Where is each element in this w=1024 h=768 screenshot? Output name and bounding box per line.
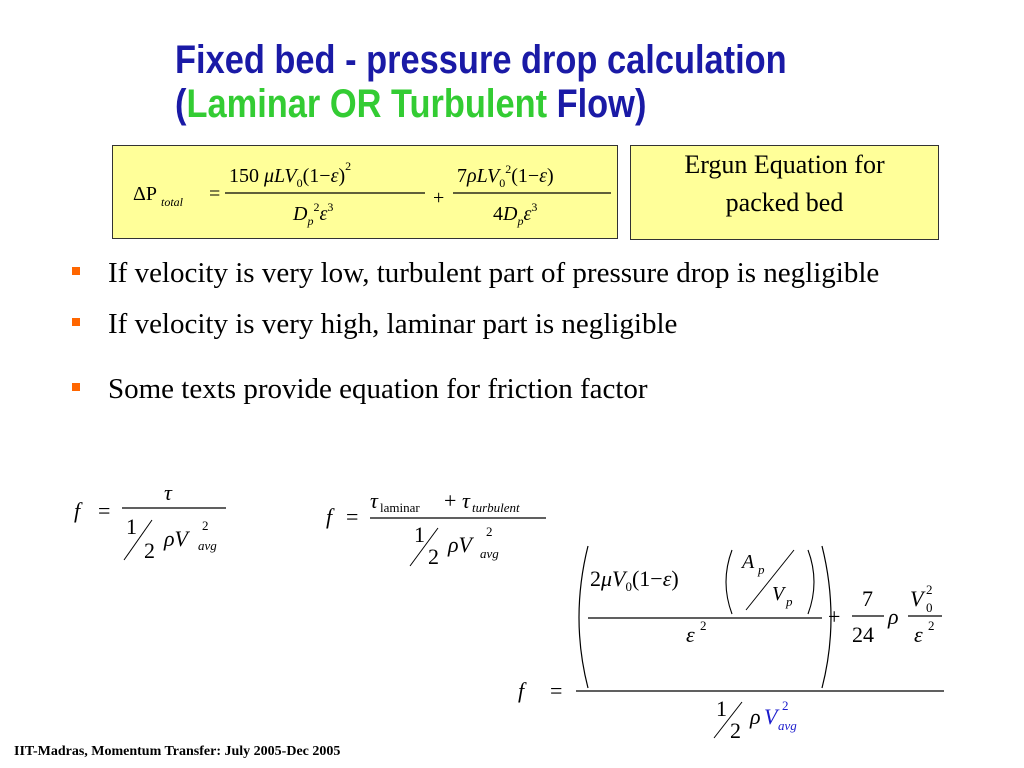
friction-factor-eq-1	[60, 470, 260, 580]
svg-text:τ: τ	[462, 488, 470, 513]
title-green-text: Laminar OR Turbulent	[186, 82, 548, 126]
svg-text:2: 2	[928, 618, 935, 633]
svg-text:2: 2	[730, 718, 741, 743]
svg-text:=: =	[209, 183, 221, 205]
svg-text:2: 2	[202, 518, 209, 533]
svg-text:laminar: laminar	[380, 500, 420, 515]
svg-text:ρ: ρ	[750, 704, 761, 729]
svg-text:24: 24	[852, 622, 874, 647]
bullet-text: If velocity is very high, laminar part is negligible	[108, 308, 678, 340]
svg-text:V: V	[764, 704, 778, 729]
svg-text:avg: avg	[778, 718, 797, 733]
bullet-text: If velocity is very low, turbulent part of pressure drop is negligible	[108, 257, 880, 289]
svg-text:2: 2	[486, 524, 493, 539]
svg-text:ε: ε	[686, 622, 695, 647]
friction-factor-eq-3	[510, 538, 950, 748]
ergun-equation-box	[112, 145, 618, 239]
eq-delta-p: ΔP	[133, 183, 157, 205]
svg-text:f: f	[518, 678, 525, 703]
svg-text:avg: avg	[480, 546, 499, 561]
svg-text:1: 1	[716, 696, 727, 721]
list-item	[72, 252, 972, 295]
svg-text:turbulent: turbulent	[472, 500, 520, 515]
svg-text:p: p	[786, 594, 793, 609]
svg-text:1: 1	[414, 522, 425, 547]
svg-text:+: +	[828, 604, 841, 629]
eq-laminar-denominator: $D_p^2\varepsilon^3$	[293, 200, 334, 228]
svg-text:τ: τ	[370, 488, 378, 513]
bullet-square-icon	[72, 267, 80, 275]
eq-turbulent-denominator: $4D_p\varepsilon^3$	[493, 200, 538, 228]
svg-text:+: +	[444, 488, 457, 513]
svg-text:V: V	[772, 583, 785, 605]
svg-text:f: f	[74, 498, 81, 523]
svg-text:V: V	[910, 586, 924, 611]
svg-text:2: 2	[428, 544, 439, 569]
footer-text: IIT-Madras, Momentum Transfer: July 2005-Dec 2005	[14, 744, 341, 759]
svg-text:f: f	[326, 504, 333, 529]
svg-text:2: 2	[782, 698, 789, 713]
svg-text:2: 2	[926, 582, 933, 597]
ergun-label-line-2: packed bed	[725, 188, 844, 217]
svg-text:ε: ε	[914, 622, 923, 647]
slide-title	[175, 38, 787, 126]
list-item	[72, 368, 972, 411]
svg-text:p: p	[758, 562, 765, 577]
ergun-equation	[113, 146, 617, 238]
svg-text:avg: avg	[198, 538, 217, 553]
svg-text:=: =	[346, 504, 359, 529]
bullet-text: Some texts provide equation for friction factor	[108, 373, 648, 405]
svg-text:0: 0	[926, 600, 933, 615]
title-line-1: Fixed bed - pressure drop calculation	[175, 38, 787, 82]
svg-text:+: +	[433, 187, 445, 209]
svg-text:7: 7	[862, 586, 873, 611]
svg-text:2: 2	[700, 618, 707, 633]
ergun-label-box	[630, 145, 939, 240]
bullet-square-icon	[72, 383, 80, 391]
svg-text:ρV: ρV	[448, 532, 472, 557]
svg-text:τ: τ	[164, 480, 172, 505]
eq-laminar-numerator: 150 $\mu LV_0(1-\varepsilon)^2$	[229, 159, 352, 190]
bullet-square-icon	[72, 318, 80, 326]
ergun-label-line-1: Ergun Equation for	[684, 150, 885, 179]
svg-text:1: 1	[126, 514, 137, 539]
bullet-list	[72, 252, 972, 419]
svg-text:ρV: ρV	[164, 526, 188, 551]
svg-text:ρ: ρ	[888, 604, 899, 629]
svg-text:=: =	[98, 498, 111, 523]
svg-text:A: A	[742, 551, 755, 573]
title-flow-text: Flow)	[547, 82, 647, 126]
svg-text:=: =	[550, 678, 563, 703]
list-item	[72, 303, 972, 346]
eq-turbulent-numerator: 7ρLV$_0^2$(1−ε)	[457, 162, 554, 190]
svg-text:2: 2	[144, 538, 155, 563]
svg-text:total: total	[161, 195, 184, 209]
title-open-paren: (	[175, 82, 187, 126]
title-line-2	[175, 82, 787, 126]
svg-text:2μV0(1−ε): $2\mu V_0(1-\varepsilon)$	[590, 566, 679, 594]
